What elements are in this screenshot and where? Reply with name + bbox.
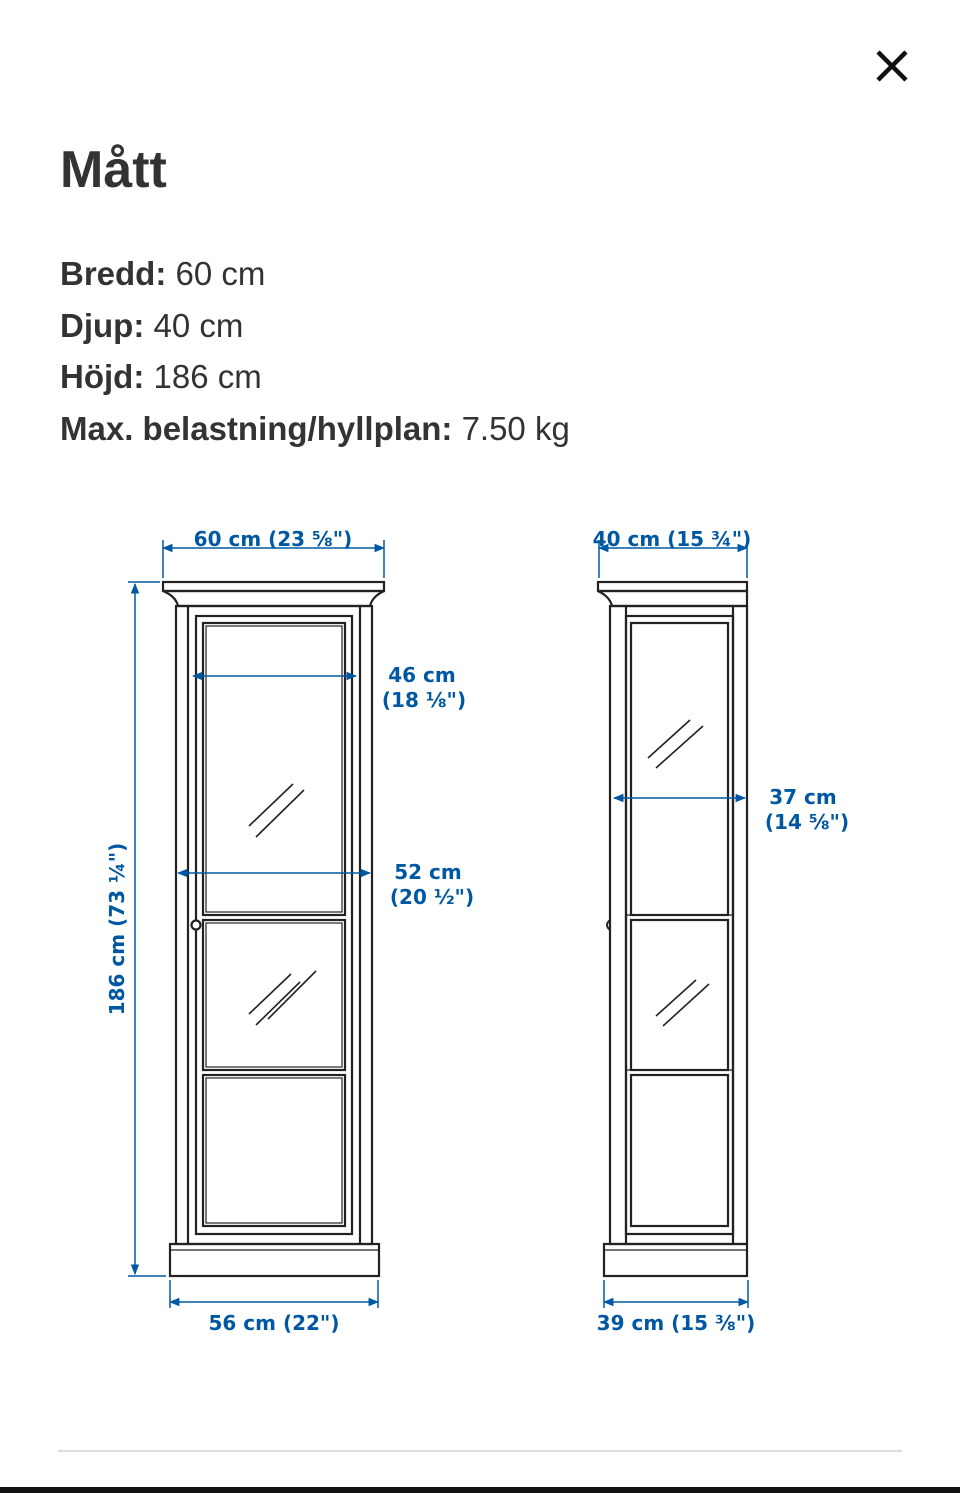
spec-value: 60 cm — [175, 255, 266, 292]
dimension-drawing — [0, 490, 960, 1390]
front-mid-width-cm-label: 52 cm — [394, 860, 462, 884]
front-inner-width-in-label: (18 ⅛") — [381, 688, 467, 712]
cabinet-side-view — [598, 582, 747, 1276]
spec-width — [60, 248, 570, 300]
side-base-depth-label: 39 cm (15 ⅜") — [596, 1311, 756, 1335]
side-dimension-lines — [599, 540, 748, 1308]
side-inner-depth-in-label: (14 ⅝") — [764, 810, 850, 834]
spec-label: Höjd: — [60, 358, 145, 395]
front-mid-width-in-label: (20 ½") — [389, 885, 475, 909]
side-top-depth-label: 40 cm (15 ¾") — [592, 527, 752, 551]
close-icon — [875, 49, 909, 83]
divider — [58, 1450, 902, 1452]
spec-value: 40 cm — [153, 306, 244, 344]
spec-label: Bredd: — [60, 255, 167, 292]
close-button[interactable] — [866, 40, 918, 92]
spec-height — [60, 351, 570, 403]
front-top-width-label: 60 cm (23 ⅝") — [193, 527, 353, 551]
spec-value: 7.50 kg — [461, 409, 570, 447]
front-height-label: 186 cm (73 ¼") — [105, 842, 129, 1016]
spec-label: Max. belastning/hyllplan: — [60, 409, 453, 447]
page-title: Mått — [60, 141, 167, 199]
bottom-edge — [0, 1487, 960, 1493]
spec-label: Djup: — [60, 306, 145, 344]
spec-depth — [60, 300, 570, 352]
cabinet-front-view — [163, 582, 384, 1276]
spec-list — [60, 248, 570, 454]
spec-max-load — [60, 403, 570, 455]
front-base-width-label: 56 cm (22") — [208, 1311, 340, 1335]
front-inner-width-cm-label: 46 cm — [388, 663, 456, 687]
side-inner-depth-cm-label: 37 cm — [769, 785, 837, 809]
spec-value: 186 cm — [153, 358, 262, 395]
